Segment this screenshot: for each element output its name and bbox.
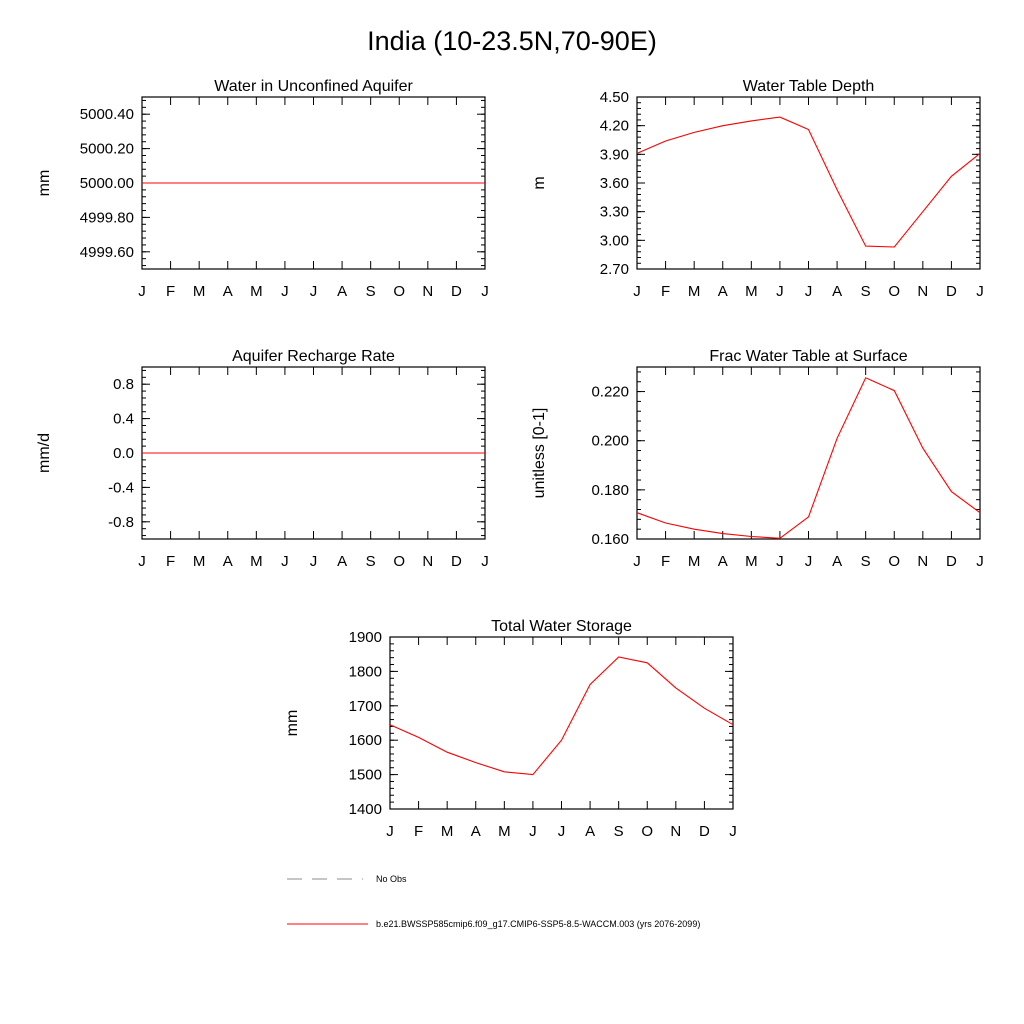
y-tick-label: 1700 (348, 697, 382, 715)
x-tick-label: N (422, 283, 434, 300)
series-line (637, 117, 980, 247)
plot-frame (637, 367, 980, 539)
x-tick-label: A (470, 823, 481, 840)
x-tick-label: O (641, 823, 654, 840)
x-tick-label: M (440, 823, 454, 840)
x-tick-label: M (745, 283, 758, 300)
panels (36, 78, 984, 840)
x-tick-label: A (832, 553, 843, 570)
x-tick-label: M (687, 553, 701, 570)
y-axis-label: mm (284, 709, 301, 737)
y-tick-label: -0.4 (108, 479, 134, 497)
y-tick-label: 0.8 (113, 376, 134, 394)
y-tick-label: 4999.80 (79, 209, 134, 227)
plot-frame (637, 97, 980, 269)
figure-title: India (10-23.5N,70-90E) (367, 26, 657, 56)
x-tick-label: S (365, 283, 376, 300)
y-tick-label: 5000.20 (79, 140, 134, 158)
x-tick-label: J (976, 283, 984, 300)
y-tick-label: 4.20 (599, 117, 629, 135)
y-tick-label: 0.180 (591, 481, 629, 499)
plot-frame (390, 637, 733, 809)
x-tick-label: A (337, 553, 348, 570)
y-tick-label: 3.30 (599, 203, 629, 221)
x-tick-label: A (585, 823, 596, 840)
y-tick-label: -0.8 (108, 513, 134, 531)
x-tick-label: N (422, 553, 434, 570)
panel-title: Aquifer Recharge Rate (232, 348, 395, 365)
x-tick-label: J (386, 823, 394, 840)
legend (287, 874, 700, 929)
y-tick-label: 3.90 (599, 146, 629, 164)
x-tick-label: A (717, 283, 728, 300)
x-tick-label: J (804, 283, 813, 300)
panel-aquifer (36, 78, 489, 300)
y-tick-label: 1800 (348, 663, 382, 681)
x-tick-label: D (450, 283, 462, 300)
y-axis-label: mm (36, 169, 53, 197)
y-tick-label: 5000.00 (79, 175, 134, 192)
x-tick-label: J (281, 553, 289, 570)
y-tick-label: 3.60 (599, 175, 629, 192)
y-tick-label: 4.50 (599, 89, 629, 106)
x-tick-label: J (309, 283, 318, 300)
x-tick-label: M (250, 553, 263, 570)
y-tick-label: 0.220 (591, 383, 629, 401)
y-tick-label: 0.200 (591, 432, 629, 450)
x-tick-label: J (138, 283, 146, 300)
y-tick-label: 5000.40 (79, 106, 134, 124)
series-line (390, 657, 733, 775)
panel-title: Water Table Depth (742, 78, 875, 95)
x-tick-label: O (393, 283, 406, 300)
y-tick-label: 1400 (348, 801, 382, 818)
y-tick-label: 1900 (348, 629, 382, 646)
x-tick-label: O (393, 553, 406, 570)
y-tick-label: 1500 (348, 766, 382, 784)
x-tick-label: J (557, 823, 566, 840)
x-tick-label: N (917, 283, 929, 300)
x-tick-label: M (498, 823, 511, 840)
x-tick-label: M (745, 553, 758, 570)
x-tick-label: M (192, 553, 206, 570)
x-tick-label: O (888, 283, 901, 300)
y-axis-label: m (531, 176, 548, 190)
x-tick-label: A (222, 553, 233, 570)
legend-label-model: b.e21.BWSSP585cmip6.f09_g17.CMIP6-SSP5-8.5-WACCM.003 (yrs 2076-2099) (376, 919, 701, 929)
x-tick-label: S (860, 283, 871, 300)
x-tick-label: N (670, 823, 682, 840)
x-tick-label: J (309, 553, 318, 570)
x-tick-label: J (776, 283, 784, 300)
y-axis-label: mm/d (36, 433, 53, 473)
x-tick-label: S (860, 553, 871, 570)
y-tick-label: 1600 (348, 732, 382, 750)
y-tick-label: 0.160 (591, 531, 629, 548)
x-tick-label: D (945, 283, 957, 300)
y-tick-label: 0.0 (113, 445, 134, 462)
y-tick-label: 0.4 (113, 410, 134, 428)
panel-title: Total Water Storage (491, 618, 632, 635)
x-tick-label: J (776, 553, 784, 570)
panel-fwts (531, 348, 984, 570)
x-tick-label: F (660, 553, 671, 570)
x-tick-label: J (633, 553, 641, 570)
x-tick-label: J (529, 823, 537, 840)
x-tick-label: D (450, 553, 462, 570)
y-tick-label: 2.70 (599, 261, 629, 278)
y-tick-label: 3.00 (599, 232, 629, 250)
y-tick-label: 4999.60 (79, 243, 134, 261)
panel-recharge (36, 348, 489, 570)
panel-tws (284, 618, 737, 840)
x-tick-label: S (613, 823, 624, 840)
x-tick-label: J (481, 283, 489, 300)
panel-title: Frac Water Table at Surface (709, 348, 908, 365)
panel-wtd (531, 78, 984, 300)
x-tick-label: M (687, 283, 701, 300)
x-tick-label: A (337, 283, 348, 300)
x-tick-label: F (165, 283, 176, 300)
x-tick-label: D (945, 553, 957, 570)
x-tick-label: S (365, 553, 376, 570)
y-axis-label: unitless [0-1] (531, 407, 548, 499)
x-tick-label: J (138, 553, 146, 570)
x-tick-label: J (633, 283, 641, 300)
x-tick-label: F (413, 823, 424, 840)
x-tick-label: J (976, 553, 984, 570)
x-tick-label: N (917, 553, 929, 570)
x-tick-label: D (698, 823, 710, 840)
x-tick-label: J (481, 553, 489, 570)
legend-label-no-obs: No Obs (376, 874, 407, 884)
x-tick-label: F (165, 553, 176, 570)
x-tick-label: M (250, 283, 263, 300)
x-tick-label: A (222, 283, 233, 300)
x-tick-label: J (729, 823, 737, 840)
x-tick-label: F (660, 283, 671, 300)
x-tick-label: J (804, 553, 813, 570)
panel-title: Water in Unconfined Aquifer (214, 78, 413, 95)
x-tick-label: M (192, 283, 206, 300)
x-tick-label: A (717, 553, 728, 570)
series-line (637, 378, 980, 539)
x-tick-label: J (281, 283, 289, 300)
x-tick-label: A (832, 283, 843, 300)
x-tick-label: O (888, 553, 901, 570)
